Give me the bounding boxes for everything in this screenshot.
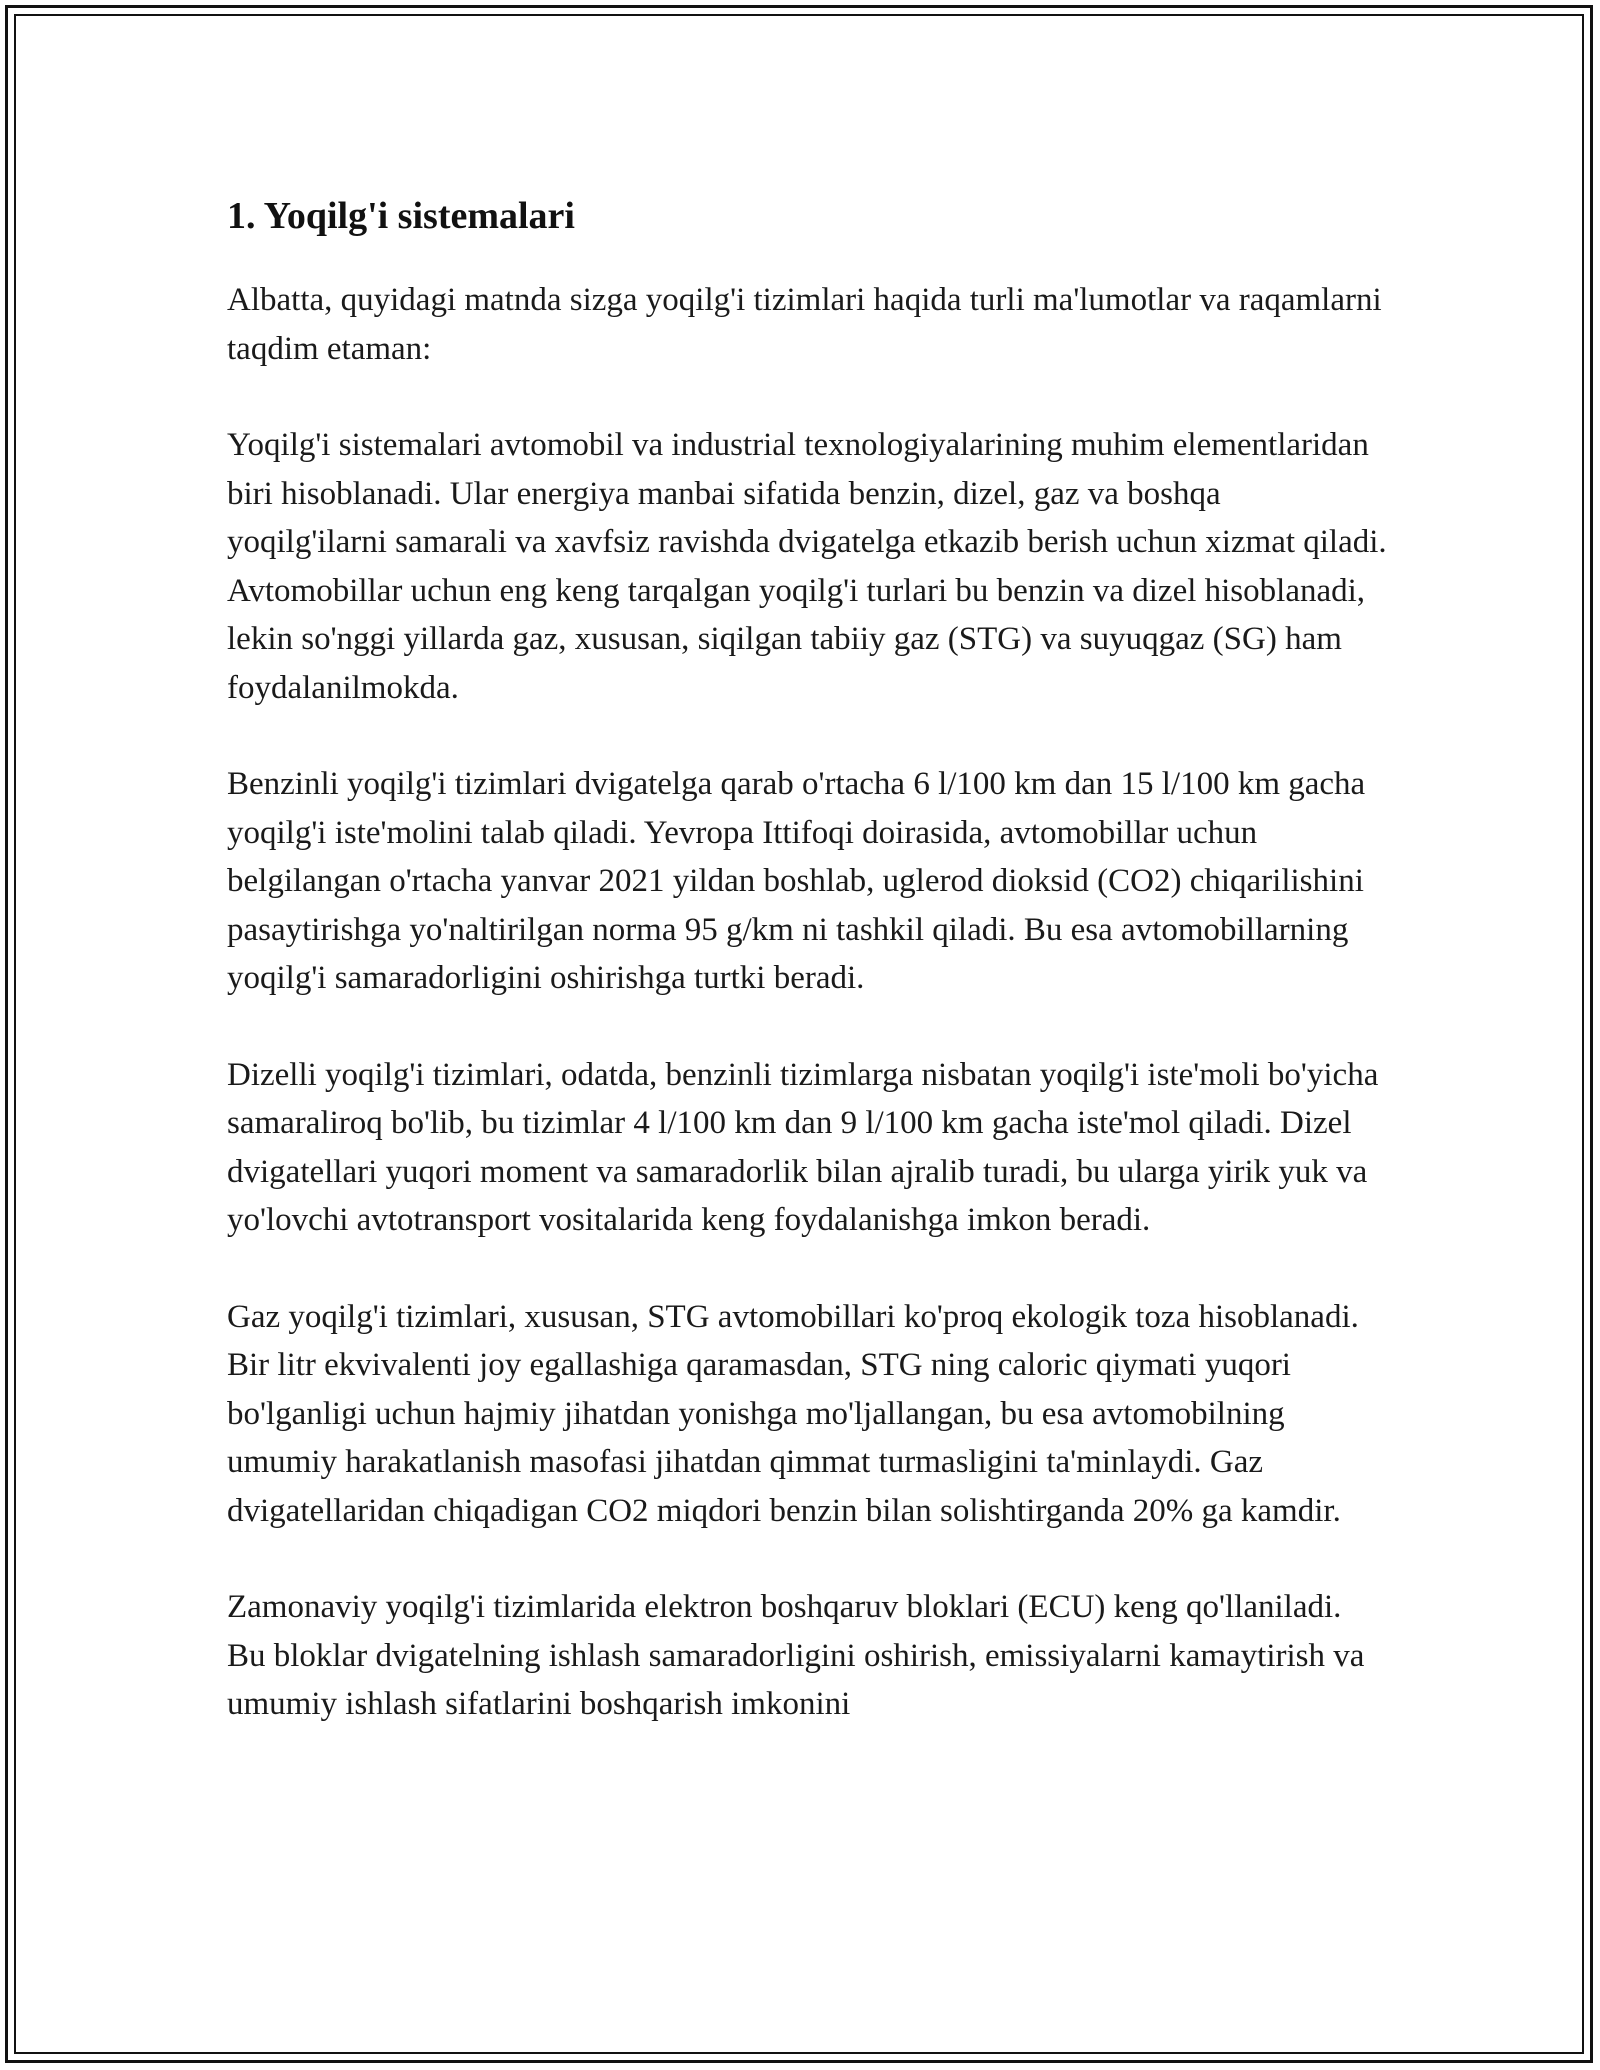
paragraph-ecu: Zamonaviy yoqilg'i tizimlarida elektron boshqaruv bloklari (ECU) keng qo'llaniladi. Bu bloklar dvigatelning ishlash samaradorligini oshirish, emissiyalarni kamaytirish va umumiy ishlash sifatlarini boshqarish imkonini [227, 1589, 1365, 1722]
paragraph-overview: Yoqilg'i sistemalari avtomobil va industrial texnologiyalarining muhim elementlaridan biri hisoblanadi. Ular energiya manbai sifatida benzin, dizel, gaz va boshqa yoqilg'ilarni samarali va xavfsiz ravishda dvigatelga etkazib berish uchun xizmat qiladi. Avtomobillar uchun eng keng tarqalgan yoqilg'i turlari bu benzin va dizel hisoblanadi, lekin so'nggi yillarda gaz, xususan, siqilgan tabiiy gaz (STG) va suyuqgaz (SG) ham foydalanilmokda. [227, 427, 1387, 706]
paragraph-petrol-systems: Benzinli yoqilg'i tizimlari dvigatelga qarab o'rtacha 6 l/100 km dan 15 l/100 km gacha yoqilg'i iste'molini talab qiladi. Yevropa Ittifoqi doirasida, avtomobillar uchun belgilangan o'rtacha yanvar 2021 yildan boshlab, uglerod dioksid (CO2) chiqarilishini pasaytirishga yo'naltirilgan norma 95 g/km ni tashkil qiladi. Bu esa avtomobillarning yoqilg'i samaradorligini oshirishga turtki beradi. [227, 766, 1366, 996]
paragraph-gas-systems: Gaz yoqilg'i tizimlari, xususan, STG avtomobillari ko'proq ekologik toza hisoblanadi. Bir litr ekvivalenti joy egallashiga qaramasdan, STG ning caloric qiymati yuqori bo'lganligi uchun hajmiy jihatdan yonishga mo'ljallangan, bu esa avtomobilning umumiy harakatlanish masofasi jihatdan qimmat turmasligini ta'minlaydi. Gaz dvigatellaridan chiqadigan CO2 miqdori benzin bilan solishtirganda 20% ga kamdir. [227, 1298, 1359, 1529]
paragraph-intro: Albatta, quyidagi matnda sizga yoqilg'i tizimlari haqida turli ma'lumotlar va raqamlarni taqdim etaman: [227, 282, 1382, 367]
document-body [227, 188, 1387, 1777]
paragraph-diesel-systems: Dizelli yoqilg'i tizimlari, odatda, benzinli tizimlarga nisbatan yoqilg'i iste'moli bo'yicha samaraliroq bo'lib, bu tizimlar 4 l/100 km dan 9 l/100 km gacha iste'mol qiladi. Dizel dvigatellari yuqori moment va samaradorlik bilan ajralib turadi, bu ularga yirik yuk va yo'lovchi avtotransport vositalarida keng foydalanishga imkon beradi. [227, 1056, 1379, 1238]
page-title: 1. Yoqilg'i sistemalari [227, 195, 575, 237]
